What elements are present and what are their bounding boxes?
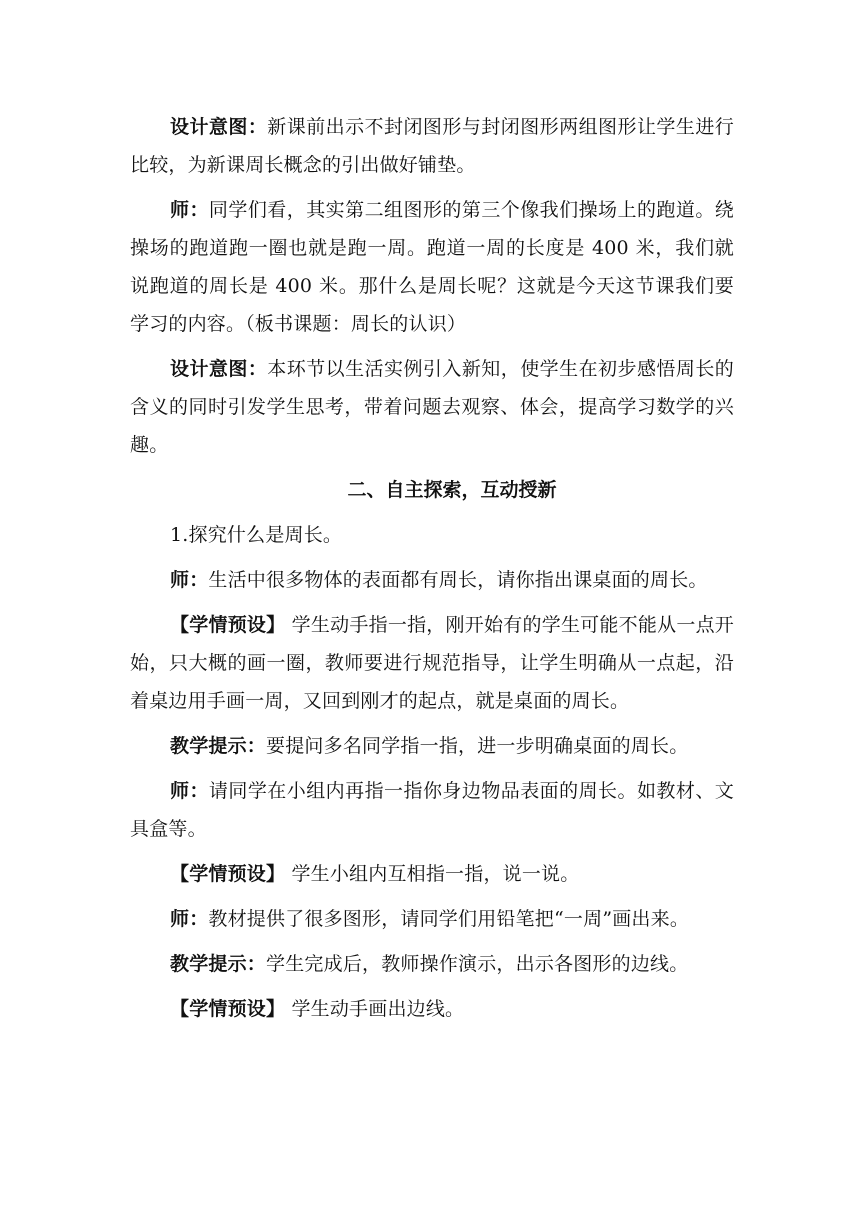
item-1: 1.探究什么是周长。: [170, 524, 343, 546]
paragraph-label: 【学情预设】: [170, 998, 286, 1020]
paragraph-text: 新课前出示不封闭图形与封闭图形两组图形让学生进行比较，为新课周长概念的引出做好铺垫。: [130, 116, 734, 176]
paragraph-label: 师：: [170, 199, 209, 221]
paragraph-student-preset-2: [130, 855, 734, 893]
paragraph-design-intent-2: [130, 350, 734, 464]
paragraph-text: 学生完成后，教师操作演示，出示各图形的边线。: [266, 953, 689, 975]
paragraph-text: 要提问多名同学指一指，进一步明确桌面的周长。: [266, 735, 689, 757]
paragraph-teacher-2: [130, 561, 734, 599]
document-page: [130, 108, 734, 1035]
paragraph-teacher-3: [130, 772, 734, 848]
paragraph-text: 教材提供了很多图形，请同学们用铅笔把“一周”画出来。: [208, 908, 690, 930]
paragraph-label: 师：: [170, 780, 209, 802]
paragraph-text: 请同学在小组内再指一指你身边物品表面的周长。如教材、文具盒等。: [130, 780, 734, 840]
paragraph-student-preset-3: [130, 990, 734, 1028]
paragraph-text: 学生动手指一指，刚开始有的学生可能不能从一点开始，只大概的画一圈，教师要进行规范指导，让学生明确从一点起，沿着桌边用手画一周，又回到刚才的起点，就是桌面的周长。: [130, 614, 735, 712]
paragraph-text: 学生动手画出边线。: [285, 998, 465, 1020]
paragraph-label: 【学情预设】: [170, 863, 286, 885]
paragraph-label: 师：: [170, 908, 209, 930]
paragraph-label: 教学提示：: [170, 953, 267, 975]
paragraph-text: 同学们看，其实第二组图形的第三个像我们操场上的跑道。绕操场的跑道跑一圈也就是跑一周。跑道一周的长度是 400 米，我们就说跑道的周长是 400 米。那什么是周长呢？这就是今天这节课我们要学习的内容。（板书课题：周长的认识）: [130, 199, 734, 335]
paragraph-teaching-tip-1: [130, 727, 734, 765]
paragraph-teaching-tip-2: [130, 945, 734, 983]
paragraph-label: 【学情预设】: [170, 614, 286, 636]
paragraph-text: 生活中很多物体的表面都有周长，请你指出课桌面的周长。: [208, 569, 708, 591]
paragraph-teacher-4: [130, 900, 734, 938]
paragraph-label: 设计意图：: [170, 358, 268, 380]
paragraph-design-intent-1: [130, 108, 734, 184]
paragraph-text: 学生小组内互相指一指，说一说。: [285, 863, 580, 885]
section-heading: 二、自主探索，互动授新: [347, 479, 557, 501]
paragraph-label: 教学提示：: [170, 735, 267, 757]
paragraph-text: 本环节以生活实例引入新知，使学生在初步感悟周长的含义的同时引发学生思考，带着问题去观察、体会，提高学习数学的兴趣。: [130, 358, 734, 456]
paragraph-label: 师：: [170, 569, 209, 591]
paragraph-student-preset-1: [130, 606, 734, 720]
paragraph-teacher-1: [130, 191, 734, 343]
paragraph-label: 设计意图：: [170, 116, 268, 138]
